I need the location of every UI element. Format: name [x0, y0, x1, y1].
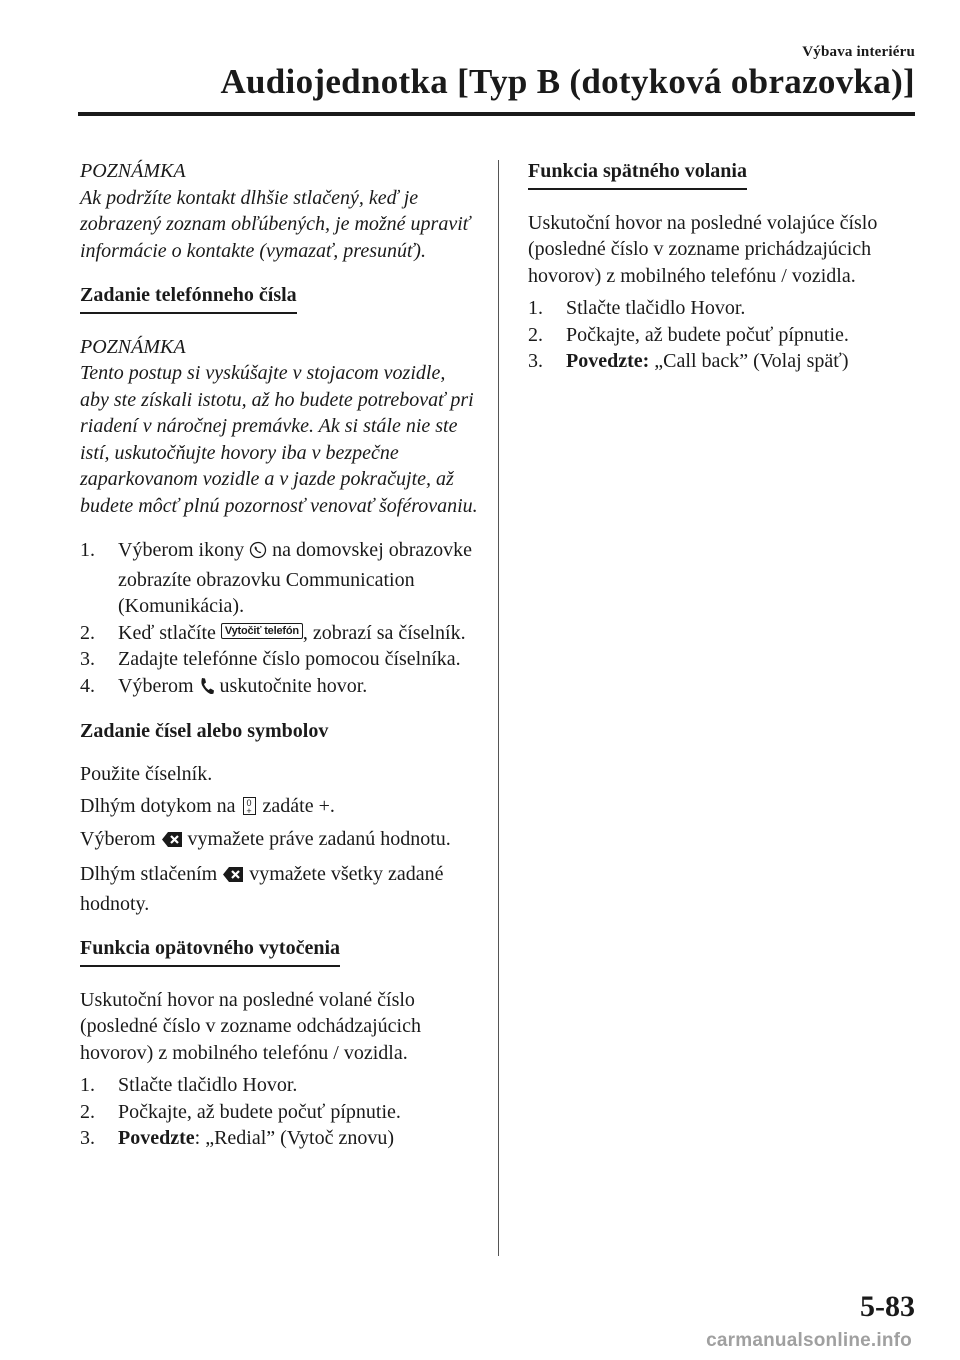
- section-label: Výbava interiéru: [802, 44, 915, 60]
- step-text: Stlačte tlačidlo Hovor.: [566, 297, 746, 319]
- zero-plus-key-icon: 0 +: [243, 797, 256, 815]
- communication-icon: [249, 540, 267, 567]
- note-text: Tento postup si vyskúšajte v stojacom vozidle, aby ste získali istotu, až ho budete potrebovať pri riadení v náročnej premávke. Ak si stále nie ste istí, uskutočňujte hovory iba v bezpečne zaparkovanom vozidle a v jazde pokračujte, až budete môcť plnú pozornosť venovať šoférovaniu.: [80, 362, 478, 517]
- step-text: Stlačte tlačidlo Hovor.: [118, 1074, 298, 1096]
- heading-callback: Funkcia spätného volania: [528, 158, 747, 190]
- symbols-p2-after: zadáte +.: [262, 795, 335, 817]
- step-keyword: Povedzte: [118, 1127, 195, 1149]
- callback-steps: [528, 295, 920, 375]
- step-text: „Call back” (Volaj späť): [649, 350, 849, 372]
- heading-dial-number: Zadanie telefónneho čísla: [80, 282, 297, 314]
- redial-steps: [80, 1072, 478, 1152]
- step-text-after: na domovskej obrazovke zobrazíte obrazovku Communication (Komunikácia).: [118, 539, 473, 617]
- step-text-before: Výberom: [118, 674, 194, 697]
- heading-redial: Funkcia opätovného vytočenia: [80, 935, 340, 967]
- right-column: [528, 158, 920, 391]
- phone-call-icon: [199, 676, 215, 703]
- redial-text: Uskutoční hovor na posledné volané číslo (posledné číslo v zozname odchádzajúcich hovorov) z mobilného telefónu / vozidla.: [80, 988, 421, 1064]
- step-number: 2.: [80, 1100, 95, 1123]
- left-column: [80, 158, 478, 1168]
- dial-steps: [80, 537, 478, 702]
- step-text: : „Redial” (Vytoč znovu): [194, 1127, 395, 1149]
- dial-phone-button: Vytočiť telefón: [221, 623, 303, 639]
- symbols-p2-before: Dlhým dotykom na: [80, 795, 236, 817]
- symbols-p3-after: vymažete práve zadanú hodnotu.: [187, 827, 451, 850]
- backspace-icon: [222, 864, 244, 891]
- note-title: POZNÁMKA: [80, 160, 186, 182]
- step-3: [80, 646, 478, 673]
- symbols-p3: [80, 826, 478, 856]
- step-number: 1.: [80, 1074, 95, 1096]
- callback-step-3: [528, 348, 920, 375]
- symbols-p1: Použite číselník.: [80, 762, 213, 785]
- callback-step-2: [528, 322, 920, 349]
- step-number: 4.: [80, 674, 95, 697]
- step-number: 2.: [80, 621, 95, 644]
- step-keyword: Povedzte:: [566, 350, 650, 372]
- step-text: Zadajte telefónne číslo pomocou číselníka.: [118, 648, 461, 670]
- step-number: 3.: [80, 1127, 95, 1149]
- note-safety: [80, 334, 478, 520]
- symbols-p4: [80, 861, 478, 917]
- step-text-after: , zobrazí sa číselník.: [302, 621, 466, 644]
- backspace-icon: [161, 829, 183, 856]
- step-number: 3.: [80, 648, 95, 670]
- header-rule: [78, 112, 915, 116]
- symbols-p4-before: Dlhým stlačením: [80, 863, 218, 885]
- symbols-p2: [80, 793, 478, 820]
- step-number: 1.: [80, 539, 95, 561]
- column-divider: [498, 160, 499, 1256]
- symbols-p4-after: vymažete všetky zadané hodnoty.: [80, 863, 444, 915]
- note-favorites: [80, 158, 478, 264]
- page-number: 5-83: [860, 1290, 915, 1323]
- step-number: 3.: [528, 350, 543, 372]
- step-text-after: uskutočnite hovor.: [219, 674, 368, 697]
- step-4: [80, 673, 478, 703]
- redial-step-2: [80, 1099, 478, 1126]
- redial-step-3: [80, 1125, 478, 1152]
- watermark: carmanualsonline.info: [706, 1330, 912, 1351]
- note-text: Ak podržíte kontakt dlhšie stlačený, keď je zobrazený zoznam obľúbených, je možné upraviť informácie o kontakte (vymazať, presunúť).: [80, 186, 471, 262]
- step-text: Počkajte, až budete počuť pípnutie.: [118, 1100, 401, 1123]
- page-title: Audiojednotka [Typ B (dotyková obrazovka)]: [220, 62, 915, 101]
- step-text-before: Keď stlačíte: [118, 621, 216, 644]
- step-2: [80, 620, 478, 647]
- redial-step-1: [80, 1072, 478, 1099]
- heading-enter-symbols: Zadanie čísel alebo symbolov: [80, 720, 329, 742]
- callback-text: Uskutoční hovor na posledné volajúce číslo (posledné číslo v zozname prichádzajúcich hovorov) z mobilného telefónu / vozidla.: [528, 211, 878, 287]
- callback-step-1: [528, 295, 920, 322]
- step-text-before: Výberom ikony: [118, 539, 245, 561]
- step-1: [80, 537, 478, 620]
- step-number: 1.: [528, 297, 543, 319]
- step-number: 2.: [528, 323, 543, 346]
- symbols-p3-before: Výberom: [80, 827, 156, 850]
- step-text: Počkajte, až budete počuť pípnutie.: [566, 323, 849, 346]
- note-title: POZNÁMKA: [80, 335, 186, 358]
